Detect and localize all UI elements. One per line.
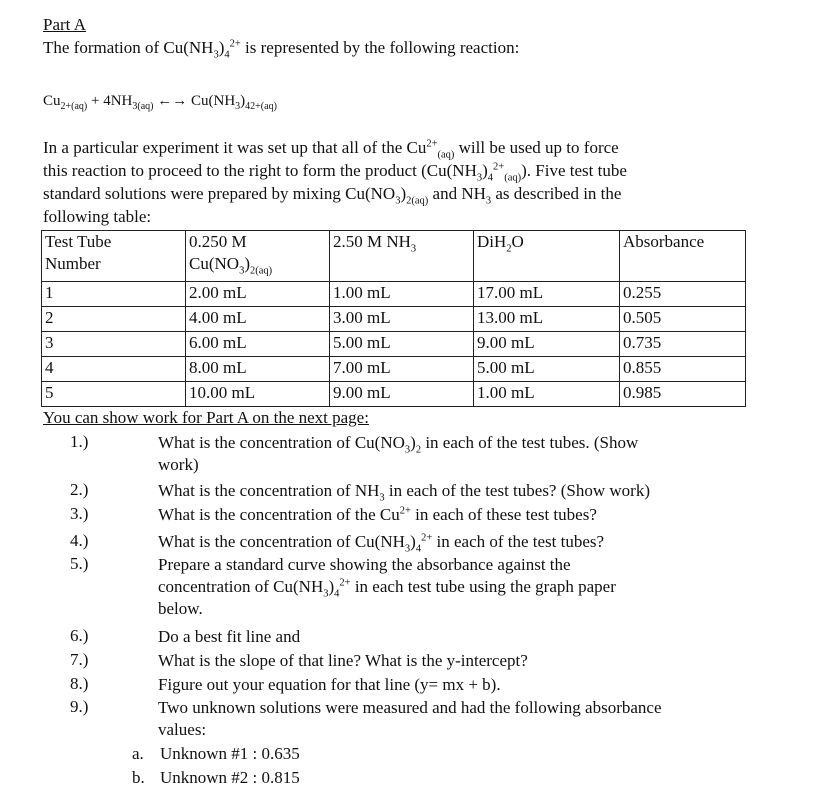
header-nh3: 2.50 M $NH_3$ <box>330 231 474 282</box>
question-9: Two unknown solutions were measured and had the following absorbance values: <box>158 698 662 740</box>
table-cell: 8.00 mL <box>186 357 330 382</box>
question-number: 8.) <box>70 674 89 693</box>
paragraph-line-3: standard solutions were prepared by mixing $Cu(NO_3)_{2(aq)}$ and $NH_3$ as described in the <box>43 184 622 207</box>
table-cell: 3 <box>42 332 186 357</box>
part-title: Part A <box>43 15 86 34</box>
paragraph-line-2: this reaction to proceed to the right to form the product $(Cu(NH_3)_4^{2+}_{(aq)})$. Five test tube <box>43 161 627 184</box>
unknown-1: Unknown #1 : 0.635 <box>160 744 300 763</box>
question-4: What is the concentration of $Cu(NH_3)_4^{2+}$ in each of the test tubes? <box>158 532 605 555</box>
table-cell: 1.00 mL <box>474 382 620 407</box>
table-cell: 7.00 mL <box>330 357 474 382</box>
header-cu-no3: 0.250 M $Cu(NO_3)_{2(aq)}$ <box>186 231 330 282</box>
table-row <box>42 357 746 382</box>
table-row <box>42 382 746 407</box>
table-row <box>42 332 746 357</box>
table-cell: 0.735 <box>620 332 746 357</box>
equilibrium-arrow-icon: ←→ <box>153 93 191 109</box>
table-cell: 4 <box>42 357 186 382</box>
question-number: 1.) <box>70 432 89 451</box>
paragraph-line-4: following table: <box>43 207 152 226</box>
table-cell: 6.00 mL <box>186 332 330 357</box>
question-number: 2.) <box>70 480 89 499</box>
table-cell: 4.00 mL <box>186 307 330 332</box>
table-cell: 0.505 <box>620 307 746 332</box>
table-cell: 0.255 <box>620 282 746 307</box>
question-number: 9.) <box>70 697 89 716</box>
table-cell: 2 <box>42 307 186 332</box>
question-1: What is the concentration of $Cu(NO_3)_2$ in each of the test tubes. (Show work) <box>158 433 639 475</box>
question-6: Do a best fit line and <box>158 627 301 646</box>
work-note: You can show work for Part A on the next page: <box>43 408 369 427</box>
header-absorbance: Absorbance <box>620 231 746 282</box>
table-cell: 0.855 <box>620 357 746 382</box>
table-cell: 5.00 mL <box>330 332 474 357</box>
table-cell: 5 <box>42 382 186 407</box>
table-cell: 1.00 mL <box>330 282 474 307</box>
unknown-2: Unknown #2 : 0.815 <box>160 768 300 787</box>
question-number: 3.) <box>70 504 89 523</box>
table-cell: 3.00 mL <box>330 307 474 332</box>
intro-line: The formation of $Cu(NH_3)_4^{2+}$ is represented by the following reaction: <box>43 38 520 61</box>
table-row <box>42 307 746 332</box>
table-row <box>42 282 746 307</box>
header-dih2o: DiH$_2$O <box>474 231 620 282</box>
question-7: What is the slope of that line? What is the y-intercept? <box>158 651 528 670</box>
table-cell: 0.985 <box>620 382 746 407</box>
table-cell: 9.00 mL <box>474 332 620 357</box>
table-cell: 10.00 mL <box>186 382 330 407</box>
table-cell: 5.00 mL <box>474 357 620 382</box>
paragraph-line-1: In a particular experiment it was set up that all of the $Cu^{2+}_{(aq)}$ will be used up to force <box>43 138 619 161</box>
table-header-row <box>42 231 746 282</box>
question-5: Prepare a standard curve showing the absorbance against the concentration of $Cu(NH_3)_4^{2+}$ in each test tube using the graph paper below. <box>158 555 616 619</box>
question-number: 5.) <box>70 554 89 573</box>
question-number: 6.) <box>70 626 89 645</box>
table-cell: 9.00 mL <box>330 382 474 407</box>
table-cell: 17.00 mL <box>474 282 620 307</box>
table-cell: 13.00 mL <box>474 307 620 332</box>
table-cell: 2.00 mL <box>186 282 330 307</box>
question-number: 4.) <box>70 531 89 550</box>
header-test-tube-number: Test Tube Number <box>42 231 186 282</box>
data-table <box>41 230 746 407</box>
question-8: Figure out your equation for that line (y= mx + b). <box>158 675 501 694</box>
sub-item-label: a. <box>132 744 144 763</box>
question-3: What is the concentration of the $Cu^{2+}$ in each of these test tubes? <box>158 505 597 524</box>
sub-item-label: b. <box>132 768 145 787</box>
question-2: What is the concentration of $NH_3$ in each of the test tubes? (Show work) <box>158 481 650 504</box>
question-number: 7.) <box>70 650 89 669</box>
table-cell: 1 <box>42 282 186 307</box>
reaction-equation: $Cu_{2+(aq)} + 4NH_{3(aq)}$ ←→ $Cu(NH_3)_{42+(aq)}$ <box>43 93 277 112</box>
